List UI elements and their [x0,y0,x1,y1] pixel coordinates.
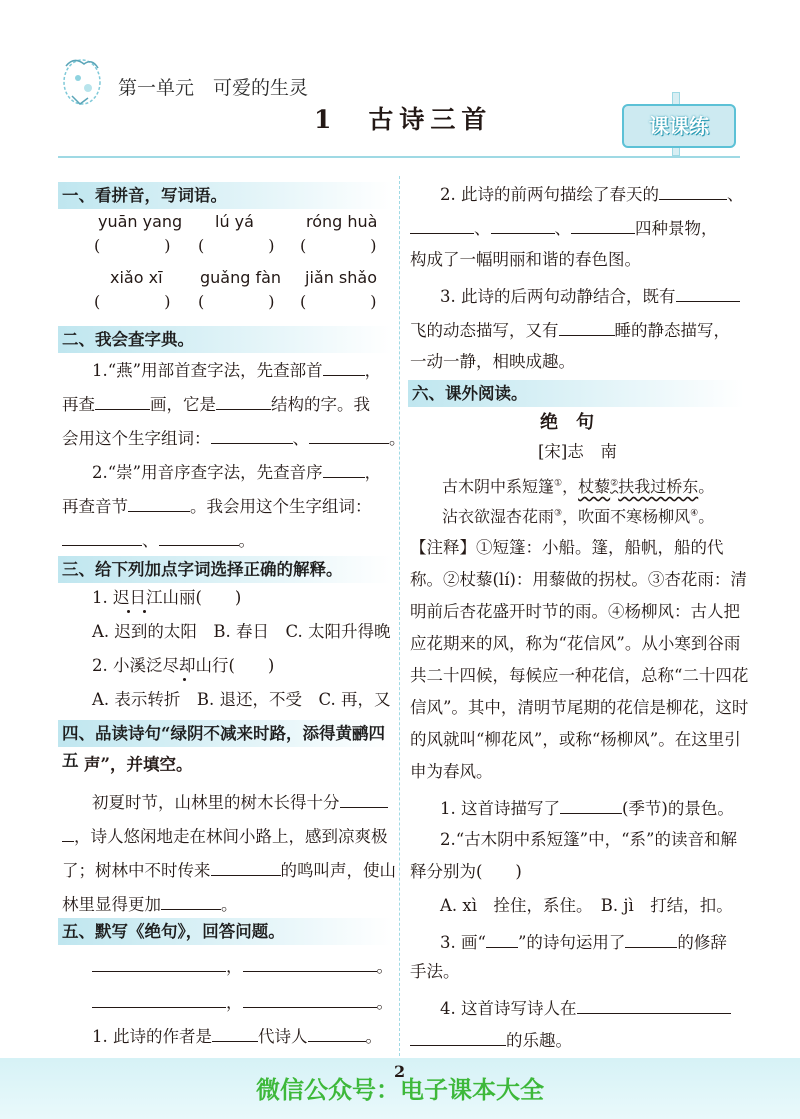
s5-question-3-end: 一动一静，相映成趣。 [410,352,575,371]
blank[interactable] [559,318,615,336]
s3-question-1: 1. 迟日江山丽( ) [92,588,242,607]
blank[interactable] [323,358,365,376]
s6-question-2-cont: 释分别为( ) [410,862,522,881]
s3-question-2: 2. 小溪泛尽却山行( ) [92,656,275,675]
s5-question-2-cont: 、 、 四种景物， [410,216,718,239]
pinyin-1: yuān yang [98,212,183,231]
note-line: 称。②杖藜(lí)：用藜做的拐杖。③杏花雨：清 [410,570,747,589]
s4-line-4: 林里显得更加 。 [62,892,238,915]
blank[interactable] [211,858,281,876]
blank[interactable] [410,1028,506,1046]
column-divider [399,176,400,1056]
note-line: 共二十四候，每候应一种花信，总称“二十四花 [410,666,749,685]
blank[interactable] [676,284,740,302]
section-heading-1: 一、看拼音，写词语。 [58,182,392,209]
s5-question-1: 1. 此诗的作者是 代诗人 。 [92,1024,382,1047]
blank[interactable] [92,990,226,1008]
blank[interactable] [625,930,677,948]
s2-line-3: 会用这个生字组词： 、 。 [62,426,406,449]
blank[interactable] [211,426,293,444]
unit-decoration-icon [58,52,104,110]
s5-question-3-cont: 飞的动态描写，又有 睡的静态描写， [410,318,730,341]
answer-box-4[interactable]: ( ) [94,292,171,311]
note-line: 信风”。其中，清明节尾期的花信是柳花，这时 [410,698,749,717]
s6-question-3: 3. 画“ ”的诗句运用了 的修辞 [440,930,727,953]
s4-line-1: 初夏时节，山林里的树木长得十分 [92,790,388,813]
blank[interactable] [159,528,239,546]
note-line: 应花期来的风，称为“花信风”。从小寒到谷雨 [410,634,741,653]
s6-question-3-cont: 手法。 [410,962,460,981]
section-heading-6: 六、课外阅读。 [408,380,744,407]
note-line: 的风就叫“柳花风”，或称“杨柳风”。在这里引 [410,730,741,749]
s2-line-2: 再查 画，它是 结构的字。我 [62,392,370,415]
s5-question-2: 2. 此诗的前两句描绘了春天的 、 [440,182,744,205]
poem-line-2: 沾衣欲湿杏花雨③，吹面不寒杨柳风④。 [442,507,715,526]
s2-line-1: 1.“燕”用部首查字法，先查部首 ， [92,358,381,381]
s5-question-2-end: 构成了一幅明丽和谐的春色图。 [410,250,641,269]
s2-line-4: 2.“崇”用音序查字法，先查音序 ， [92,460,381,483]
blank[interactable] [243,990,377,1008]
blank[interactable] [659,182,727,200]
blank[interactable] [92,954,226,972]
s2-line-6: 、 。 [62,528,255,551]
pinyin-4: xiǎo xī [110,268,163,287]
pinyin-5: guǎng fàn [200,268,282,287]
s4-line-2: ，诗人悠闲地走在林间小路上，感到凉爽极 [62,824,388,847]
answer-box-3[interactable]: ( ) [300,236,377,255]
s6-question-2-options: A. xì 拴住，系住。 B. jì 打结，扣。 [440,896,733,915]
blank[interactable] [486,930,518,948]
emphasis-dot [127,610,130,613]
blank[interactable] [309,426,389,444]
poem-line-1-blank: ， 。 [92,954,393,977]
note-line: 申为春风。 [410,762,493,781]
unit-title: 第一单元 可爱的生灵 [118,77,309,99]
poem-author: [宋]志 南 [538,442,617,461]
blank[interactable] [491,216,555,234]
blank[interactable] [308,1024,366,1042]
poem-line-1: 古木阴中系短篷①，杖藜②扶我过桥东。 [442,477,715,496]
s3-options-2: A. 表示转折 B. 退还，不受 C. 再，又 [92,690,391,709]
emphasis-dot [183,678,186,681]
note-line: 【注释】①短篷：小船。篷，船帆，船的代 [410,538,724,557]
answer-box-2[interactable]: ( ) [198,236,275,255]
poem-line-2-blank: ， 。 [92,990,393,1013]
s6-question-1: 1. 这首诗描写了 (季节)的景色。 [440,796,734,819]
section-heading-4-cont: 声”，并填空。 [84,755,193,774]
page-number: 2 [394,1062,406,1081]
s5-question-3: 3. 此诗的后两句动静结合，既有 [440,284,740,307]
section-heading-2: 二、我会查字典。 [58,326,392,353]
blank[interactable] [62,528,142,546]
s6-question-2: 2.“古木阴中系短篷”中，“系”的读音和解 [440,830,737,849]
emphasis-dot [143,610,146,613]
s6-question-4-cont: 的乐趣。 [410,1028,572,1051]
section-heading-4: 四、品读诗句“绿阴不减来时路，添得黄鹂四五 [58,720,392,747]
s2-line-5: 再查音节 。我会用这个生字组词： [62,494,372,517]
poem-title: 绝 句 [540,412,594,433]
lesson-title: 1 古诗三首 [314,105,493,134]
blank[interactable] [95,392,150,410]
blank[interactable] [243,954,377,972]
section-heading-5: 五、默写《绝句》，回答问题。 [58,918,392,945]
s4-line-3: 了；树林中不时传来 的鸣叫声，使山 [62,858,396,881]
pinyin-3: róng huà [306,212,378,231]
blank[interactable] [62,824,74,842]
section-heading-3: 三、给下列加点字词选择正确的解释。 [58,556,392,583]
answer-box-5[interactable]: ( ) [198,292,275,311]
blank[interactable] [161,892,221,910]
blank[interactable] [216,392,271,410]
pinyin-2: lú yá [215,212,254,231]
note-line: 明前后杏花盛开时节的雨。④杨柳风：古人把 [410,602,740,621]
s6-question-4: 4. 这首诗写诗人在 [440,996,731,1019]
answer-box-6[interactable]: ( ) [300,292,377,311]
exercise-badge: 课课练 [622,104,736,148]
blank[interactable] [560,796,622,814]
blank[interactable] [323,460,365,478]
pinyin-6: jiǎn shǎo [305,268,377,287]
footer-watermark: 微信公众号：电子课本大全 [256,1076,544,1104]
blank[interactable] [212,1024,258,1042]
header-divider [58,156,740,158]
blank[interactable] [577,996,731,1014]
answer-box-1[interactable]: ( ) [94,236,171,255]
s3-options-1: A. 迟到的太阳 B. 春日 C. 太阳升得晚 [92,622,391,641]
blank[interactable] [571,216,635,234]
blank[interactable] [128,494,190,512]
blank[interactable] [340,790,388,808]
blank[interactable] [410,216,474,234]
